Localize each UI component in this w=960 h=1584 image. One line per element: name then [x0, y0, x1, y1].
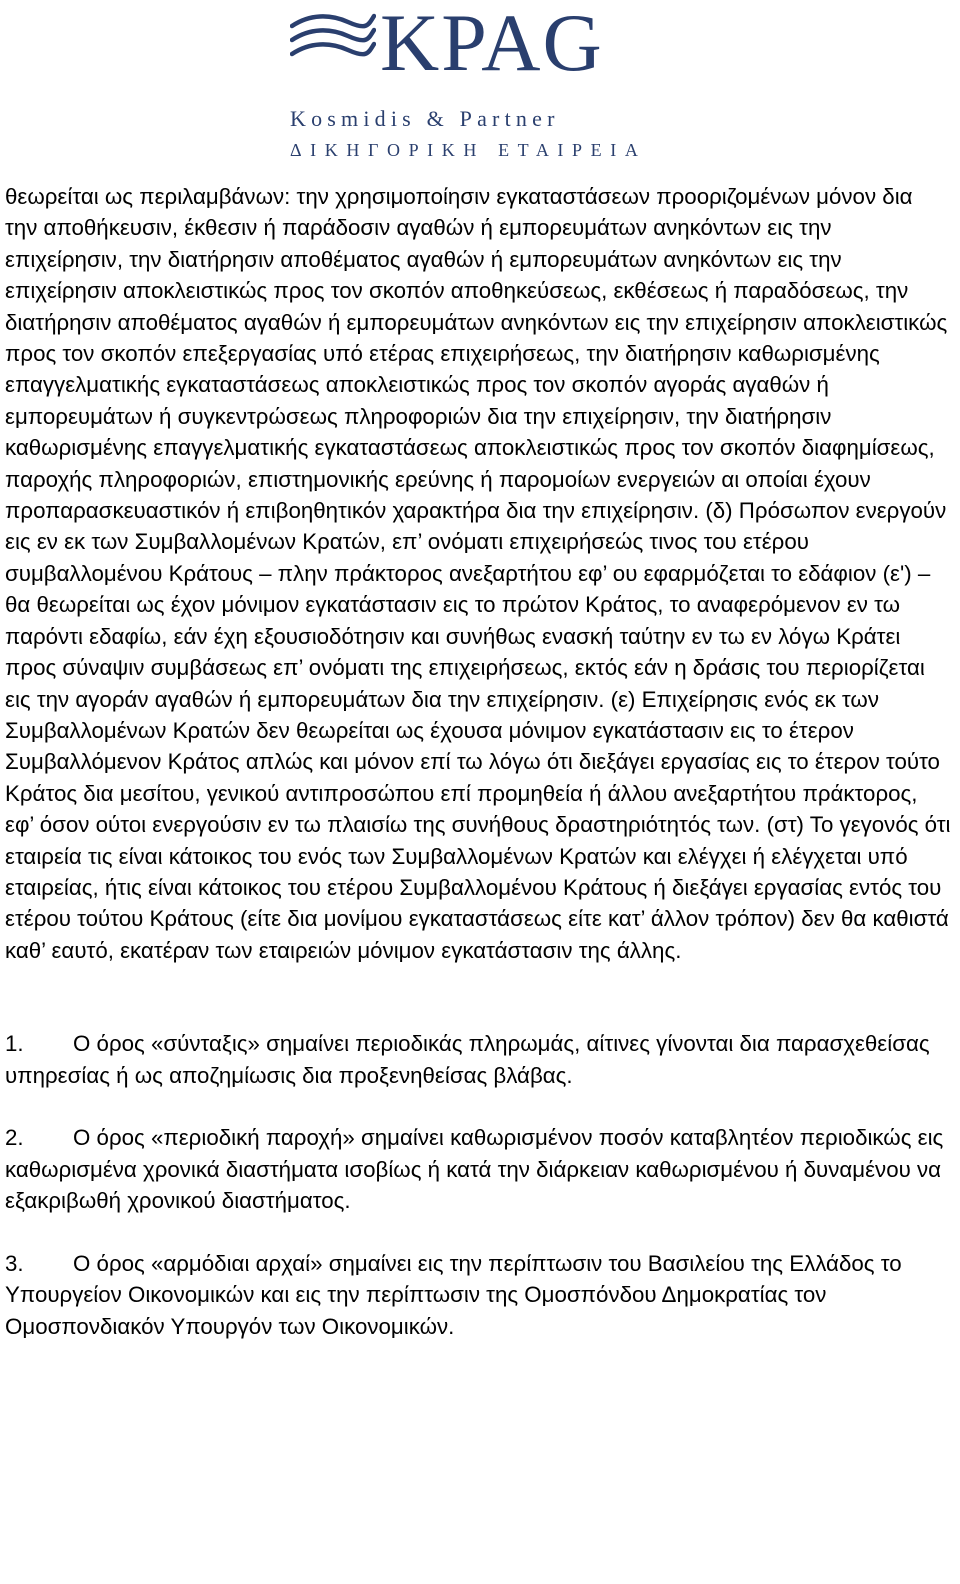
logo-firm-subtitle: ΔΙΚΗΓΟΡΙΚΗ ΕΤΑΙΡΕΙΑ: [290, 140, 647, 160]
definitions-list: [5, 1028, 951, 1342]
definition-item: [5, 1028, 951, 1091]
definition-number: 3.: [5, 1250, 24, 1276]
definition-number: 1.: [5, 1031, 24, 1057]
document-body: [5, 181, 951, 1374]
definition-item: [5, 1122, 951, 1216]
logo-mark: KPAG: [380, 0, 604, 88]
body-paragraph: θεωρείται ως περιλαμβάνων: την χρησιμοποίησιν εγκαταστάσεων προοριζομένων μόνον δια την αποθήκευσιν, έκθεσιν ή παράδοσιν αγαθών ή εμπορευμάτων ανηκόντων εις την επιχείρησιν, την διατήρησιν αποθέματος αγαθών ή εμπορευμάτων ανηκόντων εις την επιχείρησιν αποκλειστικώς προς τον σκοπόν αποθηκεύσεως, εκθέσεως ή παραδόσεως, την διατήρησιν αποθέματος αγαθών ή εμπορευμάτων ανηκόντων εις την επιχείρησιν αποκλειστικώς προς τον σκοπόν επεξεργασίας υπό ετέρας επιχειρήσεως, την διατήρησιν καθωρισμένης επαγγελματικής εγκαταστάσεως αποκλειστικώς προς τον σκοπόν αγοράς αγαθών ή εμπορευμάτων ή συγκεντρώσεως πληροφοριών δια την επιχείρησιν, την διατήρησιν καθωρισμένης επαγγελματικής εγκαταστάσεως αποκλειστικώς προς τον σκοπόν διαφημίσεως, παροχής πληροφοριών, επιστημονικής ερεύνης ή παρομοίων ενεργειών αι οποίαι έχουν προπαρασκευαστικόν ή επιβοηθητικόν χαρακτήρα δια την επιχείρησιν. (δ) Πρόσωπον ενεργούν εις εν εκ των Συμβαλλομένων Κρατών, επ’ ονόματι επιχειρήσεώς τινος του ετέρου συμβαλλομένου Κράτους – πλην πράκτορος ανεξαρτήτου εφ’ ου εφαρμόζεται το εδάφιον (ε') – θα θεωρείται ως έχον μόνιμον εγκατάστασιν εις το πρώτον Κράτος, το αναφερόμενον εν τω παρόντι εδαφίω, εάν έχη εξουσιοδότησιν και συνήθως ενασκή ταύτην εν τω εν λόγω Κράτει προς σύναψιν συμβάσεως επ’ ονόματι της επιχειρήσεως, εκτός εάν η δράσις του περιορίζεται εις την αγοράν αγαθών ή εμπορευμάτων δια την επιχείρησιν. (ε) Επιχείρησις ενός εκ των Συμβαλλομένων Κρατών δεν θεωρείται ως έχουσα μόνιμον εγκατάστασιν εις το έτερον Συμβαλλόμενον Κράτος απλώς και μόνον επί τω λόγω ότι διεξάγει εργασίας εις το έτερον τούτο Κράτος δια μεσίτου, γενικού αντιπροσώπου επί προμηθεία ή άλλου ανεξαρτήτου πράκτορος, εφ’ όσον ούτοι ενεργούσιν εν τω πλαισίω της συνήθους δραστηριότητός των. (στ) Το γεγονός ότι εταιρεία τις είναι κάτοικος του ενός των Συμβαλλομένων Κρατών και ελέγχει ή ελέγχεται υπό εταιρείας, ήτις είναι κάτοικος του ετέρου Συμβαλλομένου Κράτους ή διεξάγει εργασίας εντός του ετέρου τούτου Κράτους (είτε δια μονίμου εγκαταστάσεως είτε κατ’ άλλον τρόπον) δεν θα καθιστά καθ’ εαυτό, εκατέραν των εταιρειών μόνιμον εγκατάστασιν της άλλης.: [5, 184, 951, 963]
waves-icon: [290, 12, 376, 64]
logo-firm-name: Kosmidis & Partner: [290, 106, 560, 131]
definition-text: Ο όρος «σύνταξις» σημαίνει περιοδικάς πληρωμάς, αίτινες γίνονται δια παρασχεθείσας υπηρεσίας ή ως αποζημίωσις δια προξενηθείσας βλάβας.: [5, 1031, 930, 1088]
company-logo: [290, 0, 680, 160]
definition-text: Ο όρος «αρμόδιαι αρχαί» σημαίνει εις την περίπτωσιν του Βασιλείου της Ελλάδος το Υπουργείον Οικονομικών και εις την περίπτωσιν της Ομοσπόνδου Δημοκρατίας τον Ομοσπονδιακόν Υπουργόν των Οικονομικών.: [5, 1250, 902, 1339]
definition-text: Ο όρος «περιοδική παροχή» σημαίνει καθωρισμένον ποσόν καταβλητέον περιοδικώς εις καθωρισμένα χρονικά διαστήματα ισοβίως ή κατά την διάρκειαν καθωρισμένου ή δυναμένου να εξακριβωθή χρονικού διαστήματος.: [5, 1125, 944, 1214]
definition-number: 2.: [5, 1125, 24, 1151]
definition-item: [5, 1248, 951, 1342]
